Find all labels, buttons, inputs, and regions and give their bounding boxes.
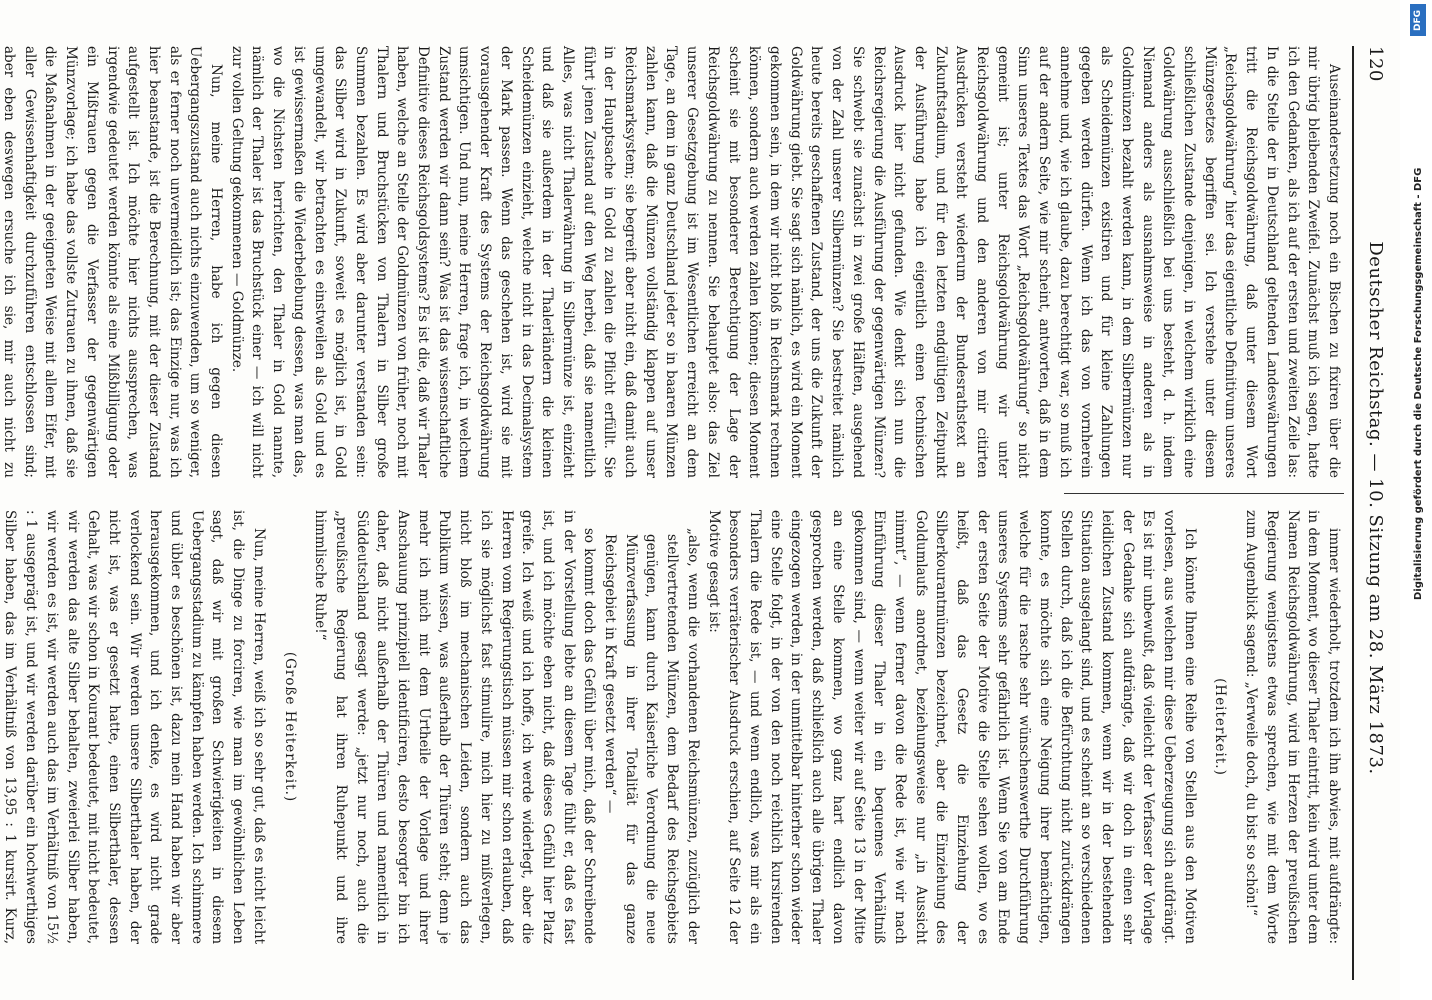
digitization-sideband — [1400, 0, 1432, 1000]
paragraph: Nun, meine Herren, habe ich gegen diesen Uebergangszustand auch nichts einzuwenden, um so weniger, als er ferner noch unvermeidlich ist; das Einzige nur, was ich hier beanstande, ist die Berechnung, mit der dieser Zustand aufgestellt ist. Ich möchte hier nichts aussprechen, was irgendwie gedeutet werden könnte als eine Mißbilligung oder ein Mißtrauen gegen die Verfasser der gegenwärtigen Münzvorlage; ich habe das vollste Zutrauen zu ihnen, daß sie die Maßnahmen in der geeigneten Weise mit allem Eifer, mit aller Gewissenhaftigkeit durchzuführen entschlossen sind; aber eben deswegen ersuche ich sie, mir auch nicht zu — [1, 46, 225, 478]
funding-credit: Digitalisierung gefördert durch die Deutsche Forschungsgemeinschaft - DFG — [1413, 167, 1424, 600]
interjection: (Heiterkeit.) — [1212, 678, 1229, 776]
page-title: Deutscher Reichstag. — 10. Sitzung am 28. März 1873. — [1365, 241, 1386, 775]
page-header — [1360, 46, 1386, 970]
paragraph: Nun, meine Herren, weiß ich so sehr gut, daß es nicht leicht ist, die Dinge zu forciren, wie man im gewöhnlichen Leben sagt, daß wir mit großen Schwierigkeiten in diesem Uebergangsstadium zu kämpfen haben werden. Ich schimmere und übler es beschönen ist, dazu mein Hand haben wir aber herausgekommen, und ich denke, es wird nicht grade verlockend sein. Wir werden unsere Silberthaler haben, der nicht ist, was er gesetzt hatte, einen Silberthaler, dessen Gehalt, was wir schon in Kourant bedeutet, mit nicht bedeutet, wir werden das alte Silber behalten, zweierlei Silber haben, wir werden es ist, wir werden auch das im Verhältniß von 15½ : 1 ausgeprägt ist, und wir werden darüber ein hochwerthiges Silber haben, das im Verhältniß von 13,95 : 1 kursirt. Kurz, — [2, 510, 267, 944]
column-divider — [1064, 493, 1344, 494]
paragraph: so kommt doch das Gefühl über mich, daß der Schreibende in der Vorstellung lebte an diesem Tage fühlt er, daß es fast ist, und ich möchte eben nicht, daß dieses Gefühl hier Platz greife. Ich weiß und ich hoffe, ich werde widerlegt, aber die Herren vom Regierungstisch müssen mir schon erlauben, daß ich sie möglichst fast stimulire, mich hier zu mißverlegen, nicht bloß im mechanischen Leiden, sondern auch das Publikum wissen, was außerhalb der Thüren steht; denn je mehr ich mich mit dem Urtheile der Vorlage und ihrer Anschauung prinzipiell identificiren, desto besorgter bin ich daher, daß nicht außerhalb der Thüren und namentlich in Süddeutschland gesagt werde: „jetzt nur noch, auch die „preußische Regierung hat ihren Ruhepunkt und ihre himmlische Ruhe!“ — [312, 510, 598, 944]
right-column — [2, 510, 1344, 944]
interjection: (Große Heiterkeit.) — [281, 651, 298, 803]
header-rule — [1352, 46, 1354, 980]
dfg-logo: DFG — [1410, 4, 1426, 36]
paragraph: Auseinandersetzung noch ein Bischen zu fixiren über die mir übrig bleibenden Zweifel. Zunächst muß ich sagen, hatte ich den Gedanken, als ich auf der ersten und zweiten Zeile las: In die Stelle der in Deutschland geltenden Landeswährungen tritt die Reichsgoldwährung, daß unter diesem Wort „Reichsgoldwährung“ hier das eigentliche Definitivum unseres Münzgesetzes begriffen sei. Ich verstehe unter diesem schließlichen Zustande denjenigen, in welchem wirklich eine Goldwährung ausschließlich bei uns besteht, d. h. indem Niemand anders als ausnahmsweise in anderen als in Goldmünzen bezahlt werden kann, in dem Silbermünzen nur als Scheidemünzen existiren und für kleine Zahlungen gegeben werden dürfen. Wenn ich das von vornherein annehme und, wie ich glaube, dazu berechtigt war, so muß ich auf der andern Seite, wie mir scheint, antworten, daß in dem Sinn unseres Textes das Wort „Reichsgoldwährung“ so nicht gemeint ist; unter Reichsgoldwährung wir unter Reichsgoldwährung und den anderen von mir citirten Ausdrücken versteht wiederum der Bundesrathstext an Zukunftstadium, und für den letzten endgültigen Zeitpunkt der Ausführung habe ich eigentlich einen technischen Ausdruck hier nicht gefunden. Wie denkt sich nun die Reichsregierung die Ausführung der gegenwärtigen Münzen? Sie schwebt sie zunächst in zwei große Hälften, ausgehend von der Zahl unserer Silbermünzen? Sie bestreitet nämlich heute bereits geschaffenen Zustand, der uns die Zukunft der Goldwährung giebt. Sie sagt sich nämlich, es wird ein Moment gekommen sein, in dem wir nicht bloß in Reichsmark rechnen können, sondern auch werden zahlen können; diesen Moment scheint sie mit besonderer Berechtigung der Lage der Reichsgoldwährung zu nennen. Sie behauptet also: das Ziel unserer Gesetzgebung ist im Wesentlichen erreicht an dem Tage, an dem in ganz Deutschland jeder so in baaren Münzen zahlen kann, daß die Münzen vollständig klappen auf unser Reichsmarksystem; sie begreift aber nicht ein, daß damit auch in der Hauptsache in Gold zu zahlen die Pflicht erfüllt. Sie führt jenen Zustand auf den Weg herbei, daß sie namentlich Alles, was nicht Thalerwährung in Silbermünze ist, einzieht und daß sie außerdem in der Thalerländern die kleinen Scheidemünzen einzieht, welche nicht in das Decimalsystem der Mark passen. Wenn das geschehen ist, wird sie mit vorausgehender Kraft des Systems der Reichsgoldwährung umsichtigen. Und nun, meine Herren, frage ich, in welchem Zustand werden wir dann sein? Was ist das wissenschaftliche Definitive dieses Reichsgoldsystems? Es ist die, daß wir Thaler haben, welche an Stelle der Goldmünzen von früher, noch mit Thalern und Bruchstücken von Thalern in Silber große Summen bezahlen. Es wird aber darunter verstanden sein: das Silber wird in Zukunft, soweit es möglich ist, in Gold umgewandelt, wir betrachten es einstweilen als Gold und es ist gewissermaßen die Wiederbelebung dessen, was man das, wo die Nichsten herrichten, den Thaler in Gold nannte, nämlich der Thaler ist das Bruchstück einer — ich will nicht zur vollen Geltung gekommenen — Goldmünze. — [228, 46, 1342, 478]
paragraph: Ich könnte Ihnen eine Reihe von Stellen aus den Motiven vorlesen, aus welchen mir diese Ueberzeugung sich aufdrängt. Es ist mir unbewußt, daß vielleicht der Verfasser der Vorlage der Gedanke sich aufdrängte, daß wir doch in einen sehr leidlichen Zustand kommen, wenn wir in der bestehenden Situation ausgelangt sind, und es scheint an so verschiedenen Stellen durch, daß ich die Befürchtung nicht zurückdrängen konnte, es möchte sich eine Neigung ihrer bemächtigen, welche für die rasche sehr wünschenswerthe Durchführung unseres Systems sehr gefährlich ist. Wenn Sie von am Ende der ersten Seite der Motive die Stelle sehen wollen, wo es heißt, daß das Gesetz die Einziehung der Silberkourantmünzen bezeichnet, aber die Einziehung des Goldumlaufs anordnet, beziehungsweise nur „in Aussicht nimmt“, — wenn ferner davon die Rede ist, wie wir nach Einführung dieser Thaler in ein bequemes Verhältniß gekommen sind, — wenn weiter wir auf Seite 13 in der Mitte an eine Stelle kommen, wo ganz hart endlich davon gesprochen werden, daß schließlich auch alle übrigen Thaler eingezogen werden, in der unmittelbar hinterher schon wieder eine Stelle folgt, in der von den noch reichlich kursirenden Thalern die Rede ist, — und wenn endlich, was mir als ein besonders verräterischer Ausdruck erschien, auf Seite 12 der Motive gesagt ist: — [705, 510, 1198, 944]
paragraph: immer wiederholt, trotzdem ich ihn abwies, mit aufdrängte: in dem Moment, wo dieser Thaler eintritt, kein wird unter dem Namen Reichsgoldwährung, wird im Herzen der preußischen Regierung wenigstens etwas sprechen, wie mit dem Worte zum Augenblick sagend: „Verweile doch, du bist so schön!“ — [1243, 510, 1342, 944]
block-quote: „also, wenn die vorhandenen Reichsmünzen, zuzüglich der stellvertretenden Münzen, dem Bedarf des Reichsgebiets genügen, kann durch Kaiserliche Verordnung die neue Münzverfassung in ihrer Totalität für das ganze Reichsgebiet in Kraft gesetzt werden“ — — [602, 528, 701, 944]
left-column — [1, 46, 1344, 478]
page-number: 120 — [1365, 46, 1386, 82]
